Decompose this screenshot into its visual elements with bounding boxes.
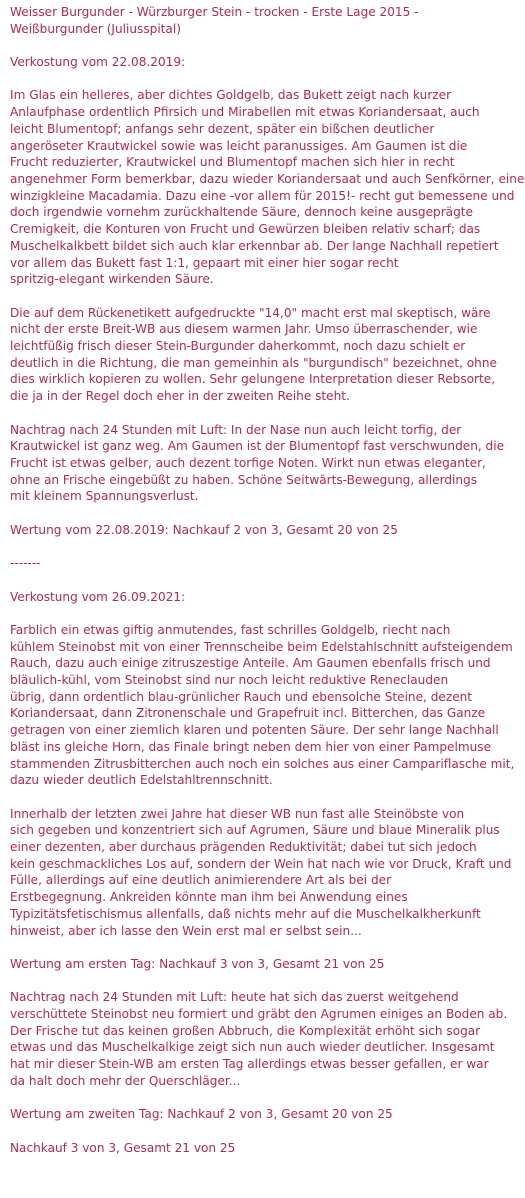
paragraph xyxy=(10,989,520,1089)
text-line: bläst ins gleiche Horn, das Finale bringt neben dem hier von einer Pampelmuse xyxy=(10,739,492,754)
paragraph xyxy=(10,622,520,789)
text-line: doch irgendwie vornehm zurückhaltende Säure, dennoch keine ausgeprägte xyxy=(10,205,473,220)
text-line: etwas und das Muschelkalkige zeigt sich nun auch wieder deutlicher. Insgesamt xyxy=(10,1040,495,1055)
text-line: spritzig-elegant wirkenden Säure. xyxy=(10,272,214,287)
text-line: Typizitätsfetischismus allenfalls, daß nichts mehr auf die Muschelkalkherkunft xyxy=(10,906,481,921)
text-line: Verkostung vom 26.09.2021: xyxy=(10,589,186,604)
text-line: Die auf dem Rückenetikett aufgedruckte "14,0" macht erst mal skeptisch, wäre xyxy=(10,305,491,320)
text-line: übrig, dann ordentlich blau-grünlicher Rauch und ebensolche Steine, dezent xyxy=(10,689,473,704)
text-line: Krautwickel ist ganz weg. Am Gaumen ist der Blumentopf fast verschwunden, die xyxy=(10,439,505,454)
text-line: deutlich in die Richtung, die man gemeinhin als "burgundisch" bezeichnet, ohne xyxy=(10,355,497,370)
text-line: getragen von einer ziemlich klaren und potenten Säure. Der sehr lange Nachhall xyxy=(10,723,499,738)
text-line: Wertung vom 22.08.2019: Nachkauf 2 von 3, Gesamt 20 von 25 xyxy=(10,522,398,537)
text-line: Rauch, dazu auch einige zitruszestige Anteile. Am Gaumen ebenfalls frisch und xyxy=(10,656,491,671)
text-line: Anlaufphase ordentlich Pfirsich und Mirabellen mit etwas Koriandersaat, auch xyxy=(10,105,480,120)
text-line: nicht der erste Breit-WB aus diesem warmen Jahr. Umso überraschender, wie xyxy=(10,322,478,337)
text-line: Innerhalb der letzten zwei Jahre hat dieser WB nun fast alle Steinöbste von xyxy=(10,806,465,821)
text-line: hinweist, aber ich lasse den Wein erst mal er selbst sein... xyxy=(10,923,362,938)
text-line: sich gegeben und konzentriert sich auf Agrumen, Säure und blaue Mineralik plus xyxy=(10,823,500,838)
text-line: Im Glas ein helleres, aber dichtes Goldgelb, das Bukett zeigt nach kurzer xyxy=(10,88,452,103)
paragraph xyxy=(10,87,525,287)
text-line: Erstbegegnung. Ankreiden könnte man ihm bei Anwendung eines xyxy=(10,890,408,905)
text-line: einer dezenten, aber durchaus prägenden Reduktivität; dabei tut sich jedoch xyxy=(10,840,477,855)
text-line: Der Frische tut das keinen großen Abbruch, die Komplexität erhöht sich sogar xyxy=(10,1023,481,1038)
text-line: angeröseter Krautwickel sowie was leicht paranussiges. Am Gaumen ist die xyxy=(10,138,468,153)
paragraph xyxy=(10,806,520,940)
text-line: Frucht reduzierter, Krautwickel und Blumentopf machen sich hier in recht xyxy=(10,155,455,170)
text-line: verschüttete Steinobst neu formiert und gräbt den Agrumen einiges an Boden ab. xyxy=(10,1007,508,1022)
text-line: Koriandersaat, dann Zitronenschale und Grapefruit incl. Bitterchen, das Ganze xyxy=(10,706,486,721)
tasting-note-document xyxy=(10,4,525,1173)
text-line: ohne an Frische eingebüßt zu haben. Schöne Seitwärts-Bewegung, allerdings xyxy=(10,472,478,487)
paragraph xyxy=(10,54,520,71)
text-line: leicht Blumentopf; anfangs sehr dezent, später ein bißchen deutlicher xyxy=(10,121,435,136)
paragraph xyxy=(10,1140,520,1157)
text-line: kein geschmackliches Los auf, sondern der Wein hat nach wie vor Druck, Kraft und xyxy=(10,856,512,871)
text-line: mit kleinem Spannungsverlust. xyxy=(10,489,199,504)
text-line: bläulich-kühl, vom Steinobst sind nur noch leicht reduktive Reneclauden xyxy=(10,673,449,687)
paragraph xyxy=(10,422,520,506)
text-line: Wertung am zweiten Tag: Nachkauf 2 von 3, Gesamt 20 von 25 xyxy=(10,1107,393,1122)
text-line: kühlem Steinobst mit von einer Trennscheibe beim Edelstahlschnitt aufsteigendem xyxy=(10,639,513,654)
paragraph xyxy=(10,305,520,405)
text-line: dazu wieder deutlich Edelstahltrennschnitt. xyxy=(10,773,273,788)
paragraph xyxy=(10,4,520,37)
paragraph xyxy=(10,522,520,539)
text-line: Nachkauf 3 von 3, Gesamt 21 von 25 xyxy=(10,1140,236,1155)
text-line: winzigkleine Macadamia. Dazu eine -vor allem für 2015!- recht gut bemessene und xyxy=(10,188,515,203)
text-line: Cremigkeit, die Konturen von Frucht und Gewürzen bleiben relativ scharf; das xyxy=(10,222,481,237)
text-line: stammenden Zitrusbitterchen auch noch ein solches aus einer Campariflasche mit, xyxy=(10,756,515,771)
text-line: Wertung am ersten Tag: Nachkauf 3 von 3, Gesamt 21 von 25 xyxy=(10,956,385,971)
text-line: Weißburgunder (Juliusspital) xyxy=(10,21,181,36)
text-line: leichtfüßig frisch dieser Stein-Burgunder daherkommt, noch dazu schielt er xyxy=(10,339,466,354)
text-line: hat mir dieser Stein-WB am ersten Tag allerdings etwas besser gefallen, er war xyxy=(10,1057,489,1072)
text-line: die ja in der Regel doch eher in der zweiten Reihe steht. xyxy=(10,389,350,404)
paragraph xyxy=(10,1106,520,1123)
text-line: da halt doch mehr der Querschläger... xyxy=(10,1073,241,1088)
paragraph xyxy=(10,555,520,572)
text-line: Nachtrag nach 24 Stunden mit Luft: heute hat sich das zuerst weitgehend xyxy=(10,990,459,1005)
paragraph xyxy=(10,956,520,973)
text-line: Weisser Burgunder - Würzburger Stein - trocken - Erste Lage 2015 - xyxy=(10,5,419,19)
text-line: vor allem das Bukett fast 1:1, gepaart mit einer hier sogar recht xyxy=(10,255,399,270)
paragraph xyxy=(10,589,520,606)
text-line: Nachtrag nach 24 Stunden mit Luft: In der Nase nun auch leicht torfig, der xyxy=(10,422,462,437)
text-line: dies wirklich kopieren zu wollen. Sehr gelungene Interpretation dieser Rebsorte, xyxy=(10,372,496,387)
text-line: Frucht ist etwas gelber, auch dezent torfige Noten. Wirkt nun etwas eleganter, xyxy=(10,455,486,470)
text-line: Farblich ein etwas giftig anmutendes, fast schrilles Goldgelb, riecht nach xyxy=(10,622,451,637)
text-line: Fülle, allerdings auf eine deutlich animierendere Art als bei der xyxy=(10,873,392,888)
text-line: ------- xyxy=(10,556,41,571)
text-line: angenehmer Form bemerkbar, dazu wieder Koriandersaat und auch Senfkörner, eine xyxy=(10,172,525,186)
text-line: Muschelkalkbett bildet sich auch klar erkennbar ab. Der lange Nachhall repetiert xyxy=(10,238,499,253)
text-line: Verkostung vom 22.08.2019: xyxy=(10,55,186,70)
